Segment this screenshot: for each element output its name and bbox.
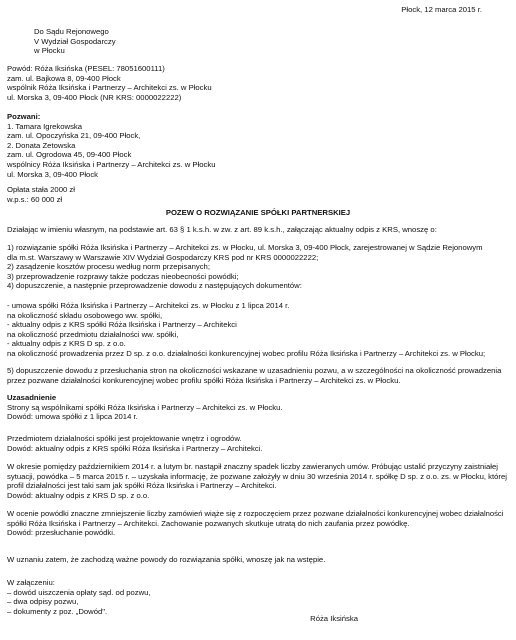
defendant-line: 1. Tamara Igrekowska <box>7 121 83 131</box>
defendant-line: ul. Morska 3, 09-400 Płock <box>7 169 99 179</box>
evidence-line: - aktualny odpis z KRS spółki Róża Iksińska i Partnerzy – Architekci <box>7 320 237 330</box>
plaintiff-line: zam. ul. Bajkowa 8, 09-400 Płock <box>7 73 121 83</box>
request-line: dla m.st. Warszawy w Warszawie XIV Wydział Gospodarczy KRS pod nr KRS 0000022222; <box>7 252 319 262</box>
justification-line: Dowód: aktualny odpis z KRS D sp. z o.o. <box>7 490 150 500</box>
attachment-item: – dokumenty z poz. „Dowód". <box>7 606 108 616</box>
court-line: Do Sądu Rejonowego <box>34 27 109 36</box>
justification-paragraph-4 <box>7 509 509 538</box>
defendant-line: zam. ul. Opoczyńska 21, 09-400 Płock, <box>7 131 141 141</box>
justification-line: Strony są wspólnikami spółki Róża Iksińska i Partnerzy – Architekci zs. w Płocku. <box>7 402 283 412</box>
request-line: 4) dopuszczenie, a następnie przeprowadzenie dowodu z następujących dokumentów: <box>7 281 302 291</box>
document-title: POZEW O ROZWIĄZANIE SPÓŁKI PARTNERSKIEJ <box>165 208 351 217</box>
request5-line: 5) dopuszczenie dowodu z przesłuchania stron na okoliczności wskazane w uzasadnieniu pozwu, a w szczególności na okoliczność prowadzenia <box>7 366 502 375</box>
justification-line: spółki Róża Iksińska i Partnerzy – Architekci. Zachowanie pozwanych skutkuje utratą do nich zaufania przez powódkę. <box>7 518 410 528</box>
evidence-line: na okoliczność przedmiotu działalności ww. spółki, <box>7 329 179 339</box>
justification-paragraph-2 <box>7 434 509 453</box>
defendants-heading: Pozwani: <box>7 112 41 121</box>
evidence-line: - umowa spółki Róża Iksińska i Partnerzy – Architekci zs. w Płocku z 1 lipca 2014 r. <box>7 301 290 310</box>
plaintiff-block <box>7 64 509 102</box>
evidence-line: na okoliczność składu osobowego ww. spółki, <box>7 310 163 320</box>
evidence-list <box>7 301 509 359</box>
request-line: 1) rozwiązanie spółki Róża Iksińska i Partnerzy – Architekci zs. w Płocku, ul. Morska 3, 09-400 Płock, zarejestrowanej w Sądzie Rejonowym <box>7 243 483 252</box>
fees-block <box>7 185 509 204</box>
court-line: V Wydział Gospodarczy <box>34 36 116 46</box>
fee-line: w.p.s.: 60 000 zł <box>7 194 63 204</box>
fee-line: Opłata stała 2000 zł <box>7 185 75 194</box>
request5-line: przez pozwane działalności konkurencyjnej wobec profilu spółki Róża Iksińska i Partnerzy – Architekci zs. w Płocku. <box>7 375 401 385</box>
plaintiff-line: ul. Morska 3, 09-400 Płock (NR KRS: 0000022222) <box>7 92 182 102</box>
evidence-line: - aktualny odpis z KRS D sp. z o.o. <box>7 339 126 349</box>
request-5 <box>7 366 509 385</box>
intro-paragraph <box>7 225 509 235</box>
defendant-line: zam. ul. Ogrodowa 45, 09-400 Płock <box>7 150 132 160</box>
attachments-block <box>7 578 509 616</box>
requests-list <box>7 243 509 291</box>
attachments-heading: W załączeniu: <box>7 578 55 587</box>
justification-line: Dowód: umowa spółki z 1 lipca 2014 r. <box>7 412 138 422</box>
signature: Róża Iksińska <box>310 614 358 623</box>
justification-line: Przedmiotem działalności spółki jest projektowanie wnętrz i ogrodów. <box>7 434 242 443</box>
court-line: w Płocku <box>34 46 65 56</box>
attachment-item: – dowód uiszczenia opłaty sąd. od pozwu, <box>7 587 151 597</box>
plaintiff-line: Powód: Róża Iksińska (PESEL: 78051600111) <box>7 64 165 73</box>
evidence-line: na okoliczność prowadzenia przez D sp. z o.o. działalności konkurencyjnej wobec profilu Róża Iksińska i Partnerzy – Architekci zs. w Płocku; <box>7 348 486 358</box>
justification-line: profil działalności jest taki sam jak spółki Róża Iksińska i Partnerzy – Architekci. <box>7 481 277 491</box>
justification-paragraph-3 <box>7 462 509 500</box>
justification-line: W okresie pomiędzy październikiem 2014 r. a lutym br. nastąpił znaczny spadek liczby zawieranych umów. Próbując ustalić przyczyny zaistniałej <box>7 462 498 471</box>
defendant-line: 2. Donata Zetowska <box>7 140 76 150</box>
justification-line: W ocenie powódki znaczne zmniejszenie liczby zamówień wiąże się z rozpoczęciem przez pozwane działalności konkurencyjnej wobec działalności <box>7 509 504 518</box>
justification-line: Dowód: przesłuchanie powódki. <box>7 528 116 538</box>
closing-paragraph <box>7 555 509 565</box>
justification-line: Dowód: aktualny odpis z KRS spółki Róża Iksińska i Partnerzy – Architekci. <box>7 443 263 453</box>
date-line: Płock, 12 marca 2015 r. <box>401 5 482 14</box>
justification-line: sytuacji, powódka – 5 marca 2015 r. – uzyskała informację, że pozwane założyły w dniu 30 września 2014 r. spółkę D sp. z o.o. zs. w Płocku, której <box>7 471 507 481</box>
court-address <box>34 27 509 56</box>
request-line: 2) zasądzenie kosztów procesu według norm przepisanych; <box>7 262 210 272</box>
defendants-block <box>7 112 509 179</box>
closing-text: W uznaniu zatem, że zachodzą ważne powody do rozwiązania spółki, wnoszę jak na wstępie. <box>7 555 326 564</box>
attachment-item: – dwa odpisy pozwu, <box>7 597 79 607</box>
request-line: 3) przeprowadzenie rozprawy także podczas nieobecności powódki; <box>7 271 239 281</box>
defendant-line: wspólnicy Róża Iksińska i Partnerzy – Architekci zs. w Płocku <box>7 159 216 169</box>
intro-text: Działając w imieniu własnym, na podstawie art. 63 § 1 k.s.h. w zw. z art. 89 k.s.h., załączając aktualny odpis z KRS, wnoszę o: <box>7 225 437 234</box>
justification-block <box>7 393 509 422</box>
plaintiff-line: wspólnik Róża Iksińska i Partnerzy – Architekci zs. w Płocku <box>7 83 212 93</box>
justification-heading: Uzasadnienie <box>7 393 57 402</box>
